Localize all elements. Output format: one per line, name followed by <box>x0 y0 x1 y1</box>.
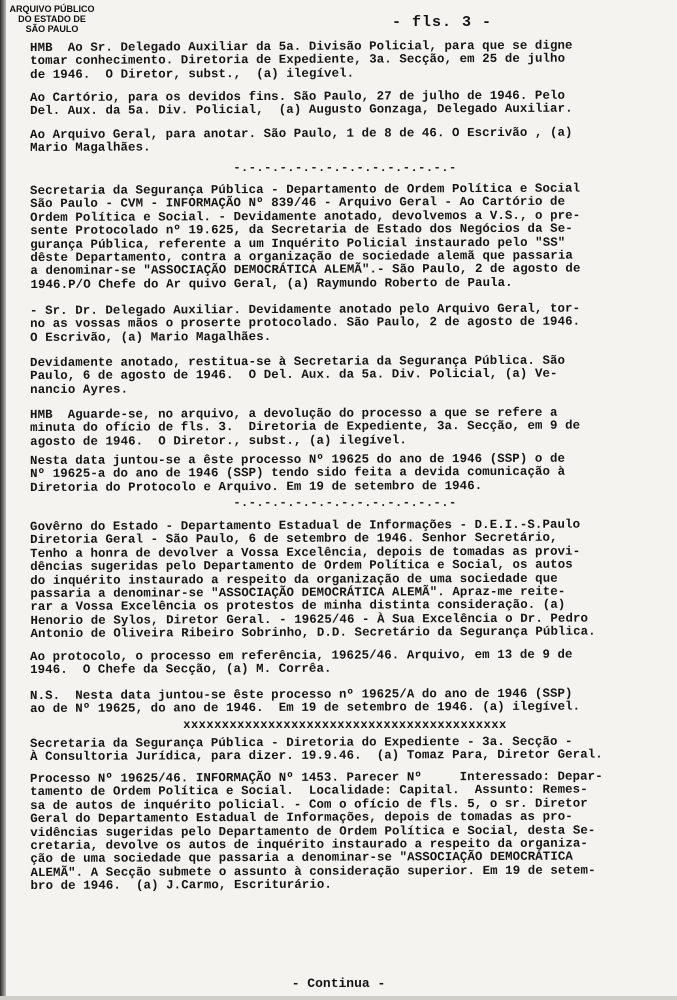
entry-2: Ao Cartório, para os devidos fins. São Paulo, 27 de julho de 1946. Pelo Del. Aux. da 5a. Div. Policial, (a) Augusto Gonzaga, Delegado Auxiliar. <box>29 88 573 119</box>
dot-divider-2: -.-.-.-.-.-.-.-.-.-.-.-.-.-.- <box>233 496 457 511</box>
stamp-line-3: SÃO PAULO <box>25 24 79 34</box>
cross-divider: xxxxxxxxxxxxxxxxxxxxxxxxxxxxxxxxxxxxxxxxxx <box>183 718 507 733</box>
continua-footer: - Continua - <box>291 976 386 991</box>
page-number: - fls. 3 - <box>392 14 493 31</box>
entry-6: Devidamente anotado, restitua-se à Secretaria da Segurança Pública. São Paulo, 6 de agosto de 1946. O Del. Aux. da 5a. Div. Policial, (a) Ve- nancio Ayres. <box>29 353 566 397</box>
stamp-line-1: ARQUIVO PÚBLICO <box>9 4 95 14</box>
entry-10: Ao protocolo, o processo em referência, 19625/46. Arquivo, em 13 de 9 de 1946. O Chefe da Secção, (a) M. Corrêa. <box>29 648 573 678</box>
entry-7: HMB Aguarde-se, no arquivo, a devolução do processo a que se refere a minuta do ofício de fls. 3. Diretoria de Expediente, 3a. Secção, em 9 de agosto de 1946. O Diretor., subst., (a) ilegível. <box>29 405 581 449</box>
entry-4: Secretaria da Segurança Pública - Departamento de Ordem Política e Social São Paulo - CVM - INFORMAÇÃO Nº 839/46 - Arquivo Geral - Ao Cartório de Ordem Política e Social. - Devidamente anotado, devolvemos a V.S., o pre- sente Protocolado nº 19.625, da Secretaria de Estado dos Negócios da Se- gurança Pública, referente a um Inquérito Policial instaurado pelo "SS" dêste Departamento, contra a organização de sociedade alemã que passaria a denominar-se "ASSOCIAÇÃO DEMOCRÁTICA ALEMÃ".- São Paulo, 2 de agosto de 1946.P/O Chefe do Ar quivo Geral, (a) Raymundo Roberto de Paula. <box>29 181 581 293</box>
entry-11: N.S. Nesta data juntou-se êste processo nº 19625/A do ano de 1946 (SSP) ao de Nº 19625, do ano de 1946. Em 19 de setembro de 1946. (a) ilegível. <box>29 686 581 717</box>
stamp-line-2: DO ESTADO DE <box>18 14 86 24</box>
entry-1: HMB Ao Sr. Delegado Auxiliar da 5a. Divisão Policial, para que se digne tomar conhecimento. Diretoria de Expediente, 3a. Secção, em 25 de julho de 1946. O Diretor, subst., (a) ilegível. <box>29 38 573 82</box>
dot-divider-1: -.-.-.-.-.-.-.-.-.-.-.-.-.-.- <box>233 160 457 175</box>
archive-stamp <box>4 4 100 34</box>
entry-5: - Sr. Dr. Delegado Auxiliar. Devidamente anotado pelo Arquivo Geral, tor- no as vossas mãos o proserte protocolado. São Paulo, 2 de agosto de 1946. O Escrivão, (a) Mario Magalhães. <box>29 301 581 345</box>
entry-13: Processo Nº 19625/46. INFORMAÇÃO Nº 1453. Parecer Nº Interessado: Depar- tamento de Ordem Política e Social. Localidade: Capital. Assunto: Remes- sa de autos de inquérito policial. - Com o ofício de fls. 5, o sr. Diretor Geral do Departamento Estadual de Informações, depois de tomadas as pro- vidências sugeridas pelo Departamento de Ordem Política e Social, desta Se- cretaria, devolve os autos de inquérito instaurado a respeito da organiza- ção de uma sociedade que passaria a denominar-se "ASSOCIAÇÃO DEMOCRÁTICA ALEMÃ". A Secção submete o assunto à consideração superior. Em 19 de setem- bro de 1946. (a) J.Carmo, Escriturário. <box>29 769 603 894</box>
entry-3: Ao Arquivo Geral, para anotar. São Paulo, 1 de 8 de 46. O Escrivão , (a) Mario Magalhães. <box>29 125 573 156</box>
entry-9: Govêrno do Estado - Departamento Estadual de Informações - D.E.I.-S.Paulo Diretoria Geral - São Paulo, 6 de setembro de 1946. Senhor Secretário, Tenho a honra de devolver a Vossa Excelência, depois de tomadas as provi- dências sugeridas pelo Departamento de Ordem Política e Social, os autos do inquérito instaurado a respeito da organização de uma sociedade que passaria a denominar-se "ASSOCIAÇÃO DEMOCRÁTICA ALEMÃ". Apraz-me reite- rar a Vossa Excelência os protestos de minha distinta consideração. (a) Henorio de Sylos, Diretor Geral. - 19625/46 - À Sua Excelência o Dr. Pedro Antonio de Oliveira Ribeiro Sobrinho, D.D. Secretário da Segurança Pública. <box>29 517 596 642</box>
scan-edge-bottom <box>0 996 677 1000</box>
document-body <box>30 40 660 894</box>
scan-edge <box>0 0 6 1000</box>
entry-12: Secretaria da Segurança Pública - Diretoria do Expediente - 3a. Secção - À Consultoria Jurídica, para dizer. 19.9.46. (a) Tomaz Para, Diretor Geral. <box>29 735 603 765</box>
entry-8: Nesta data juntou-se a êste processo Nº 19625 do ano de 1946 (SSP) o de Nº 19625-a do ano de 1946 (SSP) tendo sido feita a devida comunicação à Diretoria do Protocolo e Arquivo. Em 19 de setembro de 1946. <box>29 451 566 495</box>
